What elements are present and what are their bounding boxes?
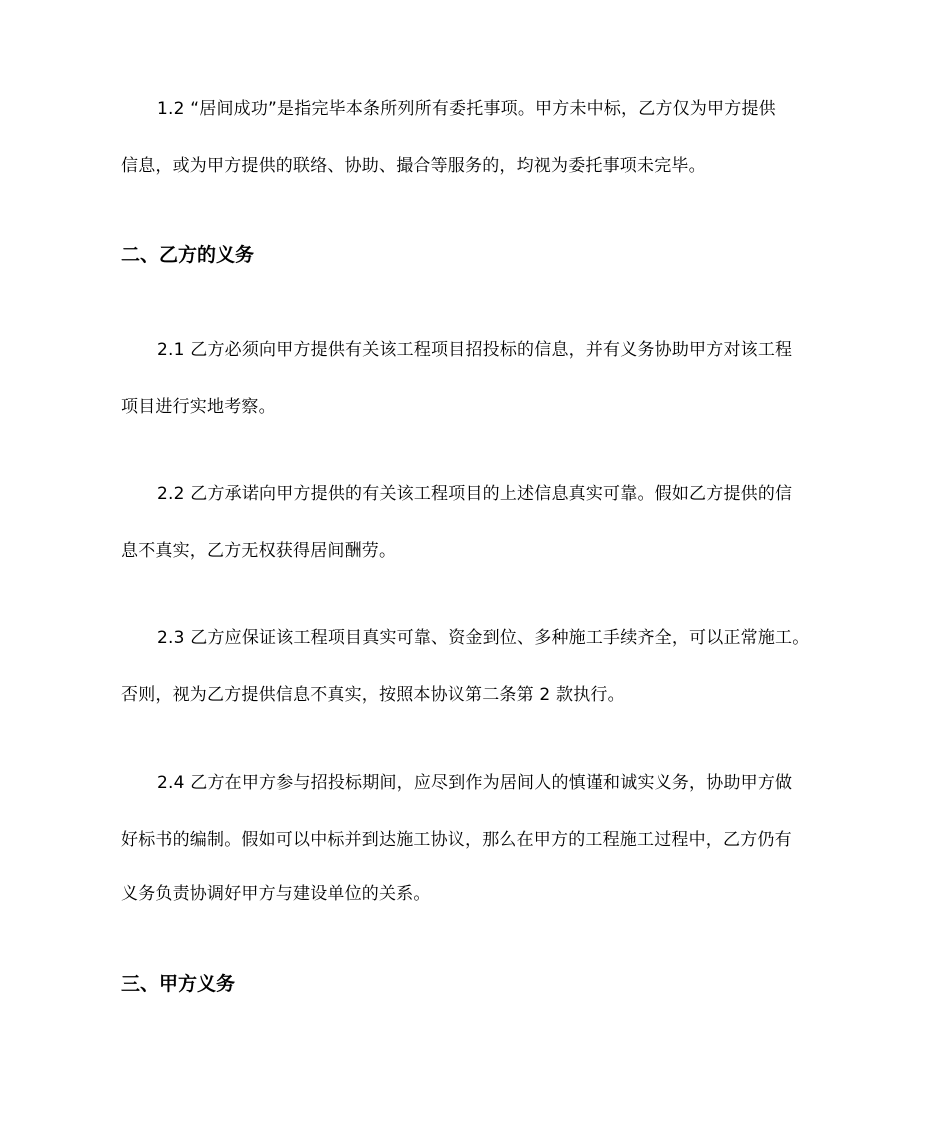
section-heading-3: 三、甲方义务	[121, 973, 236, 995]
clause-2-3-line-1: 2.3 乙方应保证该工程项目真实可靠、资金到位、多种施工手续齐全，可以正常施工。	[157, 628, 810, 648]
clause-1-2-line-1: 1.2 “居间成功”是指完毕本条所列所有委托事项。甲方未中标，乙方仅为甲方提供	[157, 99, 776, 119]
clause-2-1-line-1: 2.1 乙方必须向甲方提供有关该工程项目招投标的信息，并有义务协助甲方对该工程	[157, 340, 793, 360]
clause-2-2-line-2: 息不真实，乙方无权获得居间酬劳。	[121, 541, 397, 561]
clause-2-2-line-1: 2.2 乙方承诺向甲方提供的有关该工程项目的上述信息真实可靠。假如乙方提供的信	[157, 484, 793, 504]
section-heading-2: 二、乙方的义务	[121, 244, 255, 266]
clause-1-2-line-2: 信息，或为甲方提供的联络、协助、撮合等服务的，均视为委托事项未完毕。	[121, 156, 706, 176]
clause-2-4-line-2: 好标书的编制。假如可以中标并到达施工协议，那么在甲方的工程施工过程中，乙方仍有	[121, 830, 792, 850]
clause-2-4-line-3: 义务负责协调好甲方与建设单位的关系。	[121, 884, 431, 904]
clause-2-3-line-2: 否则，视为乙方提供信息不真实，按照本协议第二条第 2 款执行。	[121, 685, 625, 705]
clause-2-1-line-2: 项目进行实地考察。	[121, 397, 276, 417]
clause-2-4-line-1: 2.4 乙方在甲方参与招投标期间，应尽到作为居间人的慎谨和诚实义务，协助甲方做	[157, 773, 793, 793]
